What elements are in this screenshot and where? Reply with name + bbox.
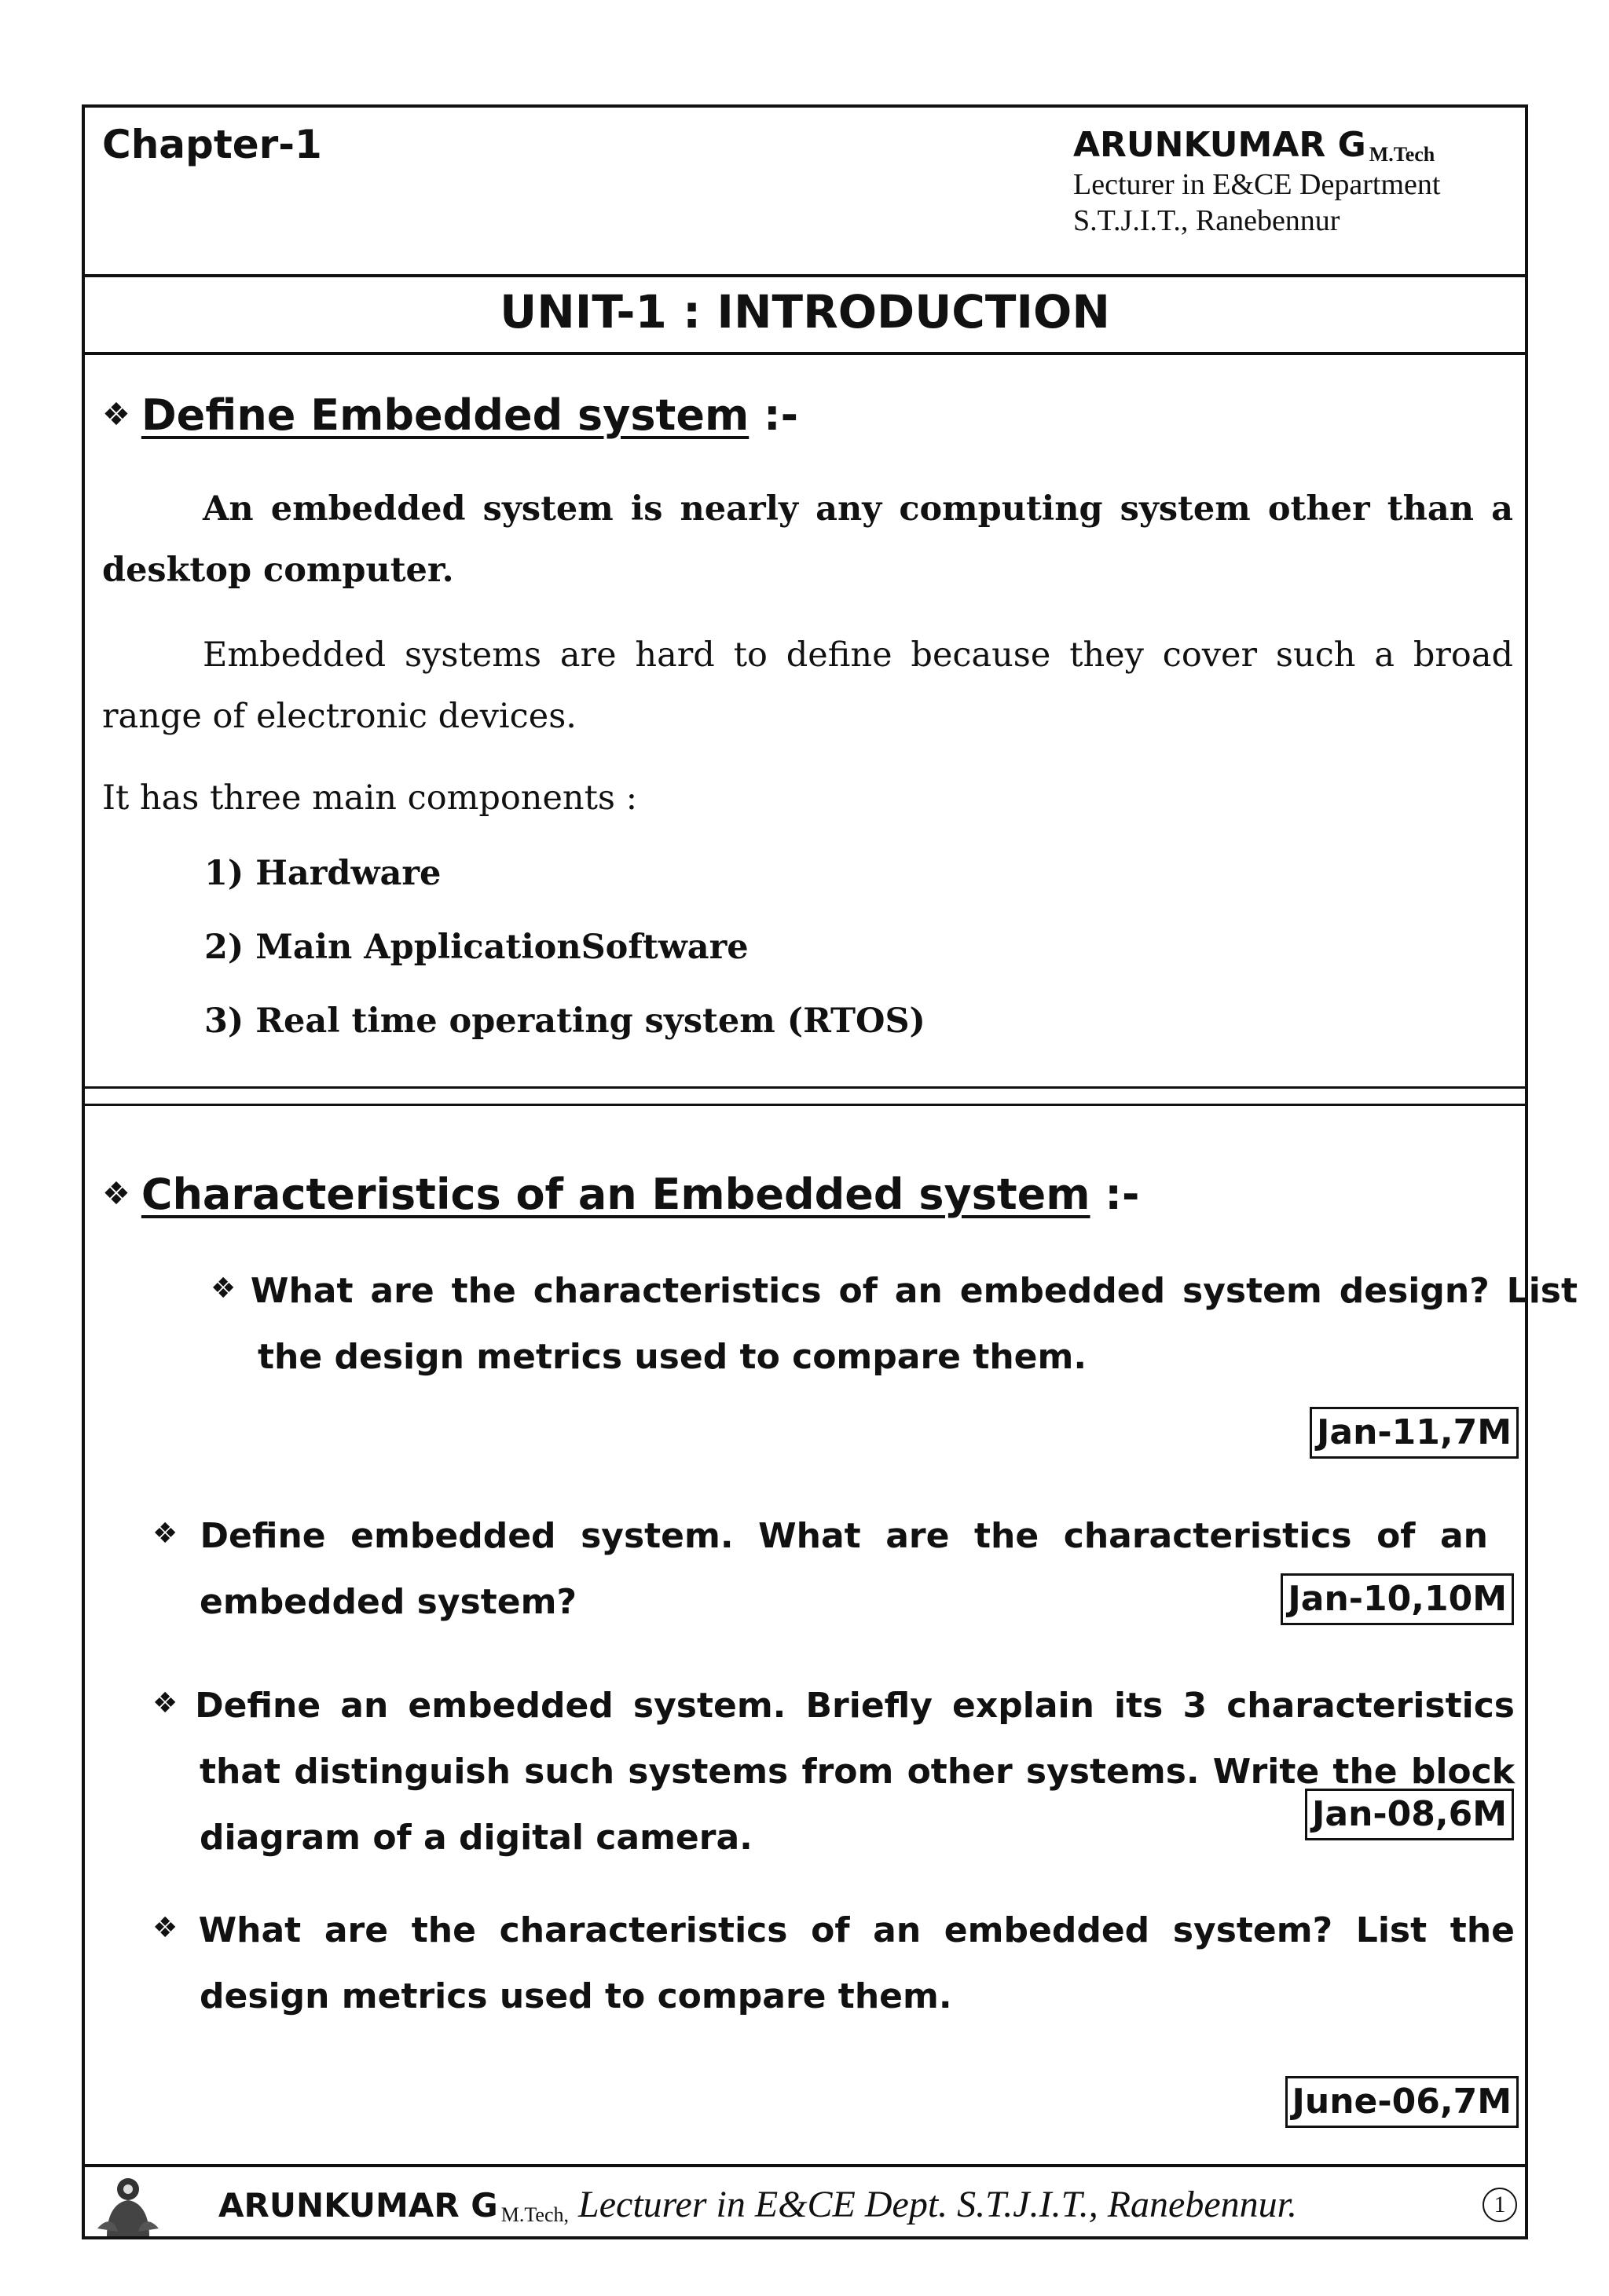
page-number: 1 xyxy=(1483,2188,1517,2222)
unit-title-row xyxy=(85,274,1525,355)
author-degree: M.Tech xyxy=(1369,143,1435,166)
section-heading-characteristics xyxy=(102,1170,1139,1219)
question-text: What are the characteristics of an embedded system? List the design metrics used to compare them. xyxy=(198,1910,1515,2016)
description-paragraph: Embedded systems are hard to define because they cover such a broad range of electronic devices. xyxy=(102,635,1513,736)
double-rule-top xyxy=(85,1086,1525,1089)
chapter-label: Chapter-1 xyxy=(102,122,322,167)
footer-credit xyxy=(218,2183,1297,2227)
question-text: Define embedded system. What are the characteristics of an embedded system? xyxy=(200,1516,1488,1622)
unit-title: UNIT-1 : INTRODUCTION xyxy=(500,285,1110,339)
double-rule-bottom xyxy=(85,1104,1525,1106)
component-item: 2) Main ApplicationSoftware xyxy=(204,928,749,967)
page-header xyxy=(85,108,1525,277)
diamond-bullet-icon: ❖ xyxy=(102,1176,130,1212)
components-intro: It has three main components : xyxy=(102,778,638,818)
section-heading-define xyxy=(102,390,798,440)
section-heading-suffix: :- xyxy=(764,390,799,440)
diamond-bullet-icon: ❖ xyxy=(152,1687,186,1719)
component-item: 1) Hardware xyxy=(204,854,442,893)
institute-logo-icon xyxy=(91,2173,165,2238)
question-text: Define an embedded system. Briefly explain its 3 characteristics that distinguish such systems from other systems. Write the block diagram of a digital camera. xyxy=(195,1686,1515,1858)
diamond-bullet-icon: ❖ xyxy=(102,397,130,433)
exam-question xyxy=(152,1671,1515,1871)
exam-question xyxy=(152,1895,1515,2030)
author-name: ARUNKUMAR G xyxy=(1073,125,1366,165)
exam-tag: Jan-08,6M xyxy=(1305,1789,1514,1840)
page-footer xyxy=(85,2164,1525,2243)
component-item: 3) Real time operating system (RTOS) xyxy=(204,1002,925,1041)
section-heading-suffix: :- xyxy=(1105,1170,1140,1219)
exam-tag: June-06,7M xyxy=(1285,2076,1519,2128)
question-text: What are the characteristics of an embedded system design? List the design metrics used to compare them. xyxy=(250,1271,1578,1377)
definition-paragraph: An embedded system is nearly any computing system other than a desktop computer. xyxy=(102,489,1513,590)
author-block xyxy=(1073,125,1440,239)
diamond-bullet-icon: ❖ xyxy=(152,1518,191,1550)
footer-dept: Lecturer in E&CE Dept. S.T.J.I.T., Ranebennur. xyxy=(578,2184,1298,2225)
footer-degree: M.Tech, xyxy=(500,2203,570,2226)
diamond-bullet-icon: ❖ xyxy=(211,1273,241,1305)
page-frame xyxy=(82,104,1578,2239)
footer-name: ARUNKUMAR G xyxy=(218,2186,498,2225)
author-institute: S.T.J.I.T., Ranebennur xyxy=(1073,204,1340,237)
section-heading-text: Characteristics of an Embedded system xyxy=(141,1170,1090,1219)
exam-tag: Jan-10,10M xyxy=(1281,1573,1514,1625)
exam-question xyxy=(195,1256,1578,1390)
exam-tag: Jan-11,7M xyxy=(1310,1407,1519,1459)
author-role: Lecturer in E&CE Department xyxy=(1073,168,1441,201)
author-name-line xyxy=(1073,125,1440,167)
section-heading-text: Define Embedded system xyxy=(141,390,750,440)
diamond-bullet-icon: ❖ xyxy=(152,1912,189,1944)
